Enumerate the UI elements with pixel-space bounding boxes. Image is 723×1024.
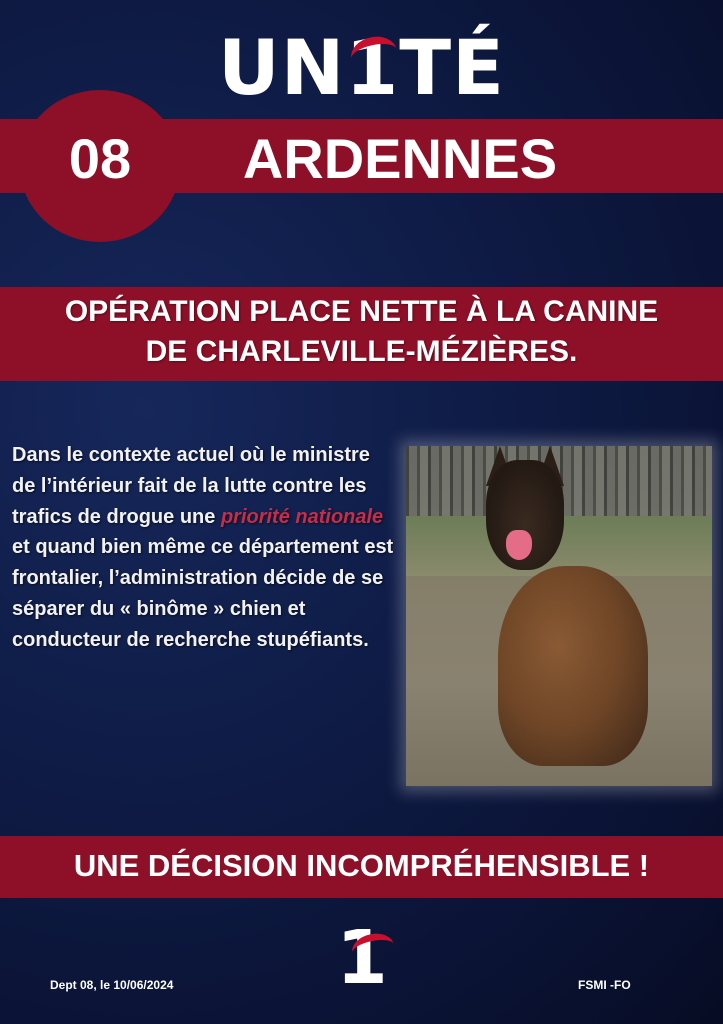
footer-date: Dept 08, le 10/06/2024 <box>50 978 174 992</box>
headline-line-1: OPÉRATION PLACE NETTE À LA CANINE <box>64 295 659 328</box>
dog-photo <box>406 446 712 786</box>
footer-logo-mark: 1 <box>336 915 388 1001</box>
body-highlight: priorité nationale <box>220 505 384 528</box>
headline-line-2: DE CHARLEVILLE-MÉZIÈRES. <box>145 335 578 368</box>
body-paragraph <box>12 440 397 656</box>
dog-body <box>498 566 648 766</box>
conclusion-text: UNE DÉCISION INCOMPRÉHENSIBLE ! <box>73 848 650 883</box>
logo-text-left: UN <box>218 23 346 112</box>
logo-one-mark: 1 <box>345 23 400 112</box>
department-name: ARDENNES <box>242 127 558 190</box>
footer-union: FSMI -FO <box>578 978 631 992</box>
headline <box>0 292 723 372</box>
footer-logo <box>330 915 394 1001</box>
dog-tongue <box>506 530 532 560</box>
body-text-before: Dans le contexte actuel où le ministre de l’intérieur fait de la lutte contre les trafics de drogue une <box>12 444 370 528</box>
body-text-after: et quand bien même ce département est frontalier, l’administration décide de se séparer du « binôme » chien et conducteur de recherche stupéfiants. <box>12 536 394 651</box>
logo-text-right: TÉ <box>399 23 505 112</box>
department-number: 08 <box>68 127 132 190</box>
